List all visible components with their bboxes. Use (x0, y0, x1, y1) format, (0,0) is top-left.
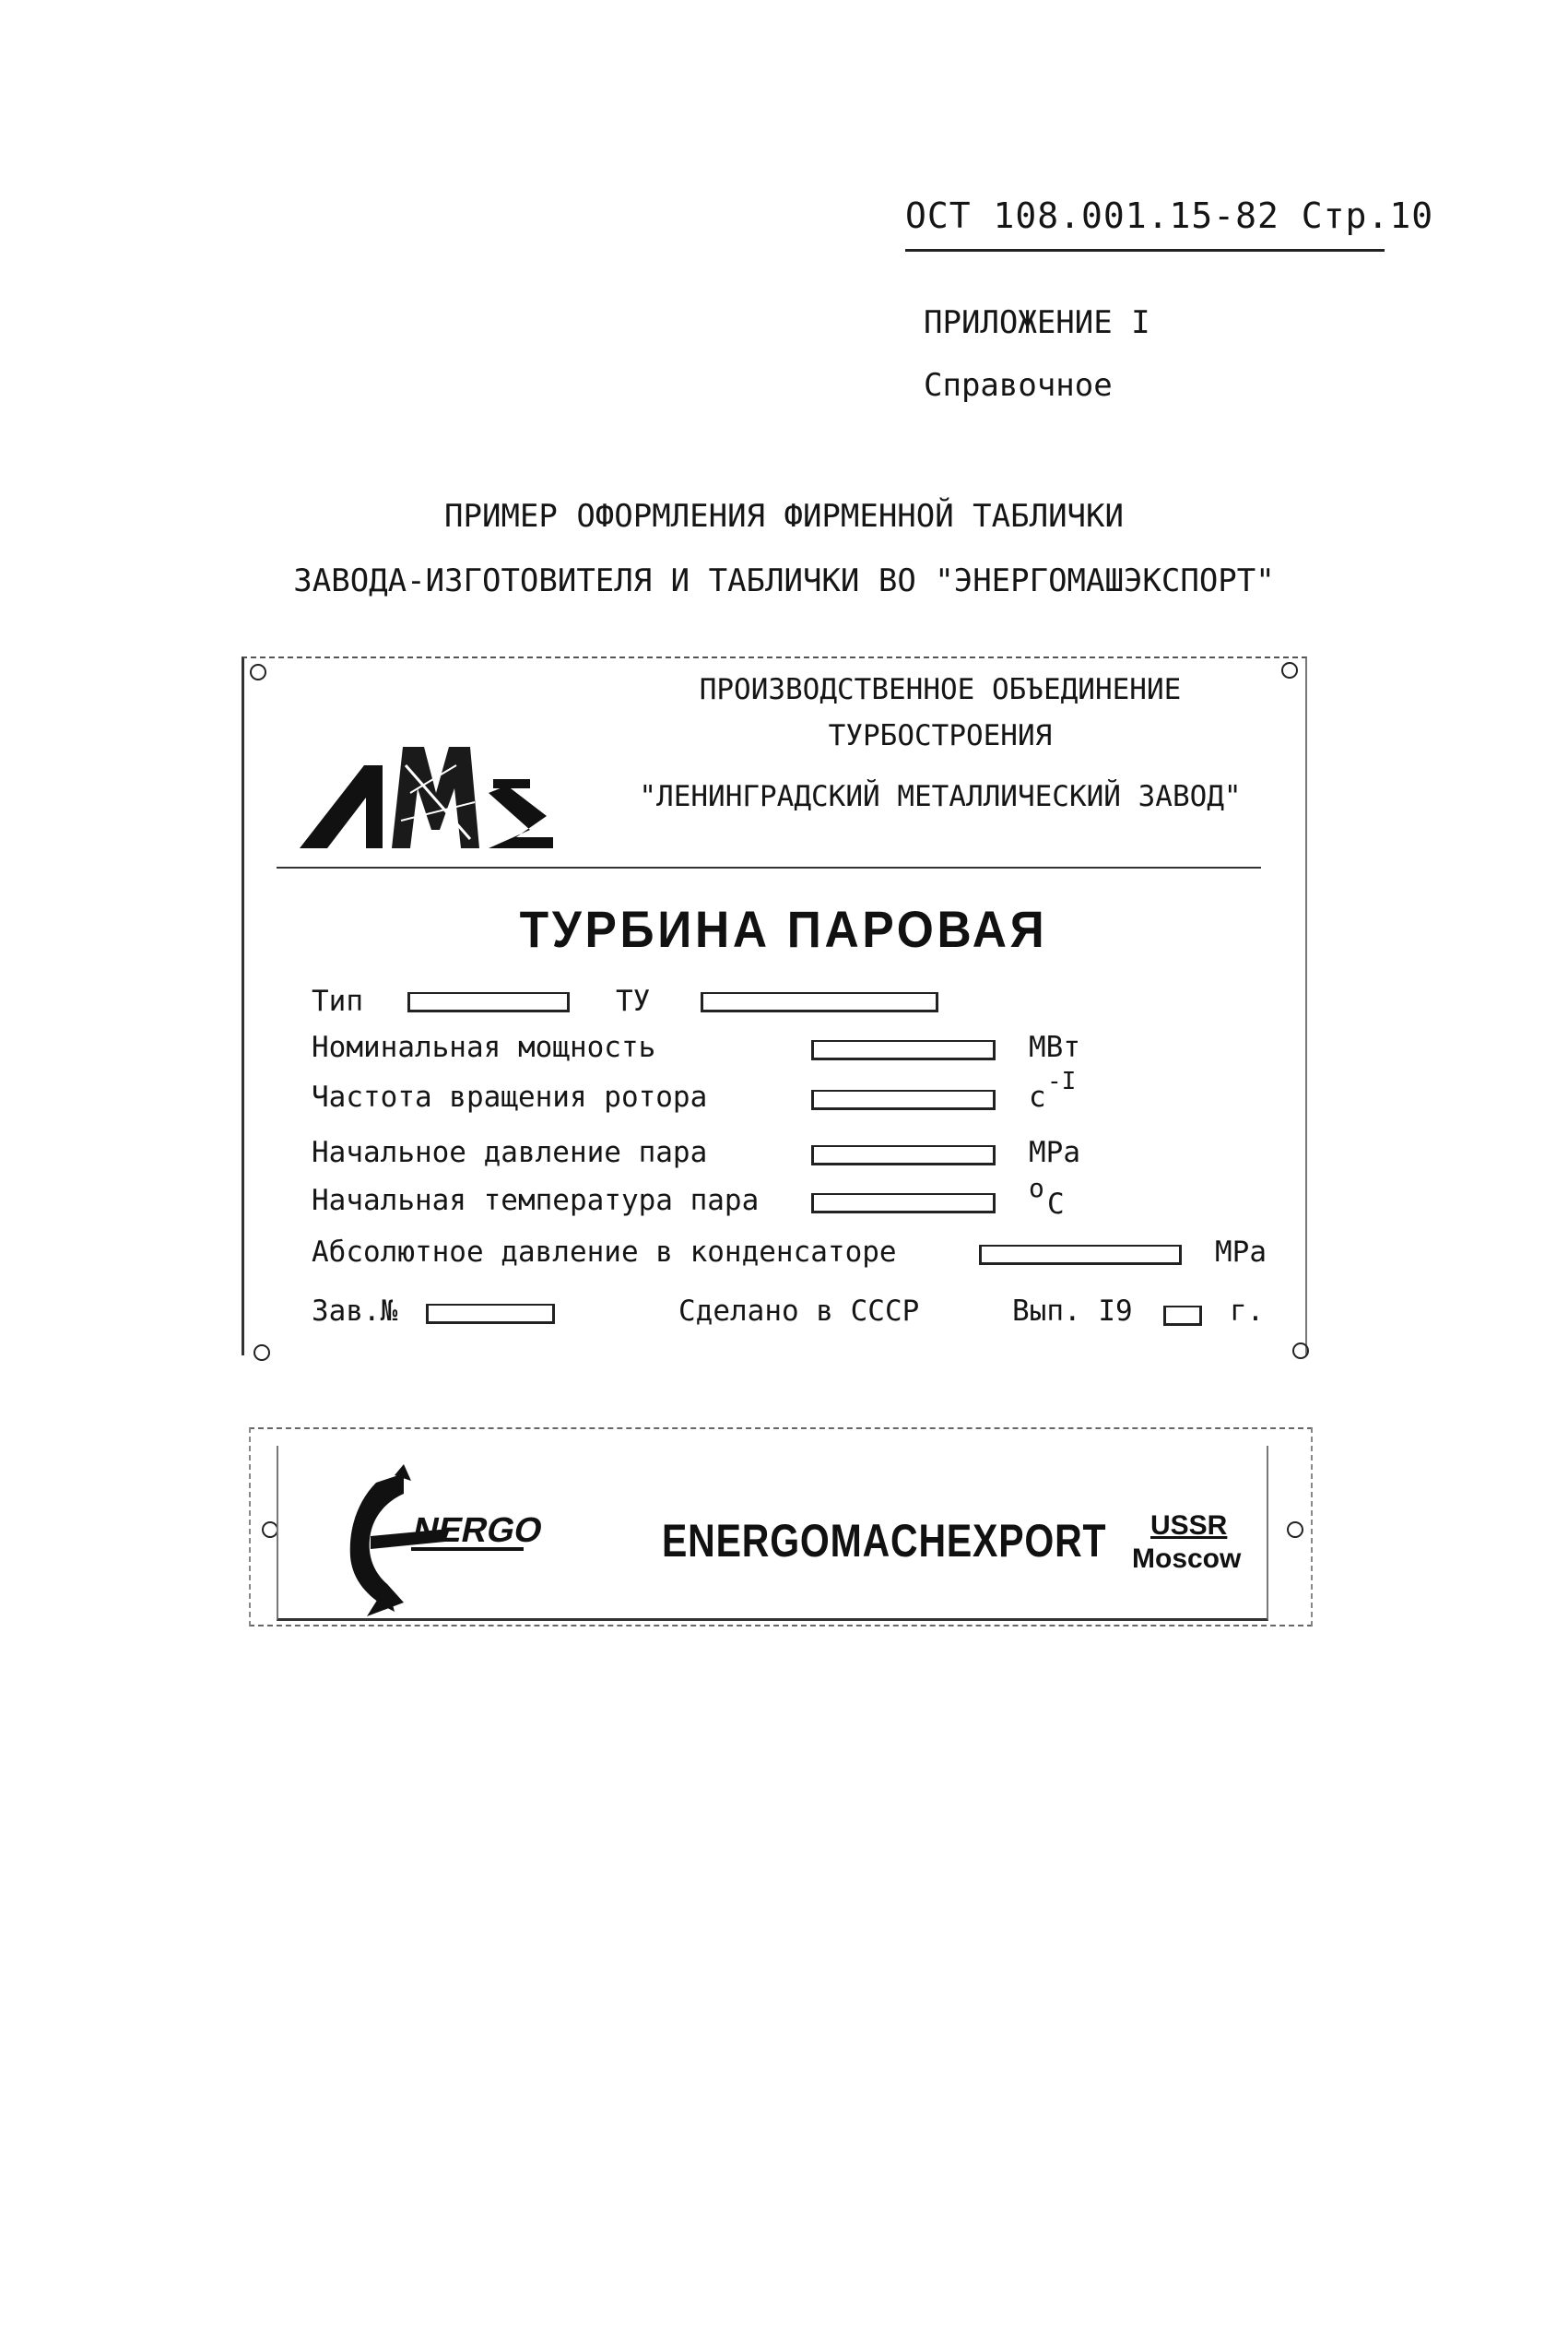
svg-text:NERGO: NERGO (409, 1510, 547, 1550)
mount-hole-bottom-left (253, 1344, 270, 1361)
org-line-3: "ЛЕНИНГРАДСКИЙ МЕТАЛЛИЧЕСКИЙ ЗАВОД" (639, 780, 1242, 813)
temperature-unit-degree: о (1029, 1173, 1044, 1203)
page-title-line2: ЗАВОДА-ИЗГОТОВИТЕЛЯ И ТАБЛИЧКИ ВО "ЭНЕРГОМАШЭКСПОРТ" (293, 562, 1275, 599)
appendix-label: ПРИЛОЖЕНИЕ I (924, 304, 1150, 341)
year-label: Вып. I9 (1012, 1295, 1133, 1328)
temperature-unit: С (1047, 1188, 1065, 1221)
reference-label: Справочное (924, 367, 1113, 404)
type-label: Тип (312, 985, 363, 1018)
condenser-pressure-unit: МРа (1215, 1236, 1267, 1269)
year-field (1163, 1306, 1202, 1326)
tu-field (701, 992, 938, 1012)
power-field (811, 1040, 996, 1060)
serial-field (426, 1304, 555, 1324)
power-unit: МВт (1029, 1031, 1080, 1064)
condenser-pressure-label: Абсолютное давление в конденсаторе (312, 1236, 897, 1269)
condenser-pressure-field (979, 1245, 1182, 1265)
plate-divider (277, 867, 1261, 869)
company-name: ENERGOMACHEXPORT (662, 1515, 1107, 1567)
plate-title: ТУРБИНА ПАРОВАЯ (519, 900, 1048, 958)
mount-hole-bottom-right (1292, 1342, 1309, 1359)
header-rule (905, 249, 1385, 252)
country-label: USSR (1150, 1510, 1228, 1541)
lmz-logo (300, 728, 558, 857)
made-in-label: Сделано в СССР (678, 1295, 920, 1328)
pressure-field (811, 1145, 996, 1165)
city-label: Moscow (1132, 1543, 1242, 1574)
speed-field (811, 1090, 996, 1110)
mount-hole-top-left (250, 664, 266, 680)
temperature-field (811, 1193, 996, 1213)
org-line-1: ПРОИЗВОДСТВЕННОЕ ОБЪЕДИНЕНИЕ (699, 673, 1182, 706)
energo-logo (339, 1464, 570, 1616)
mount-hole-right (1287, 1521, 1303, 1538)
tu-label: ТУ (616, 985, 651, 1018)
power-label: Номинальная мощность (312, 1031, 656, 1064)
type-field (407, 992, 570, 1012)
speed-unit-exponent: -I (1047, 1068, 1077, 1095)
speed-unit: с (1029, 1081, 1046, 1114)
serial-label: Зав.№ (312, 1295, 398, 1328)
pressure-unit: МРа (1029, 1136, 1080, 1169)
page-title-line1: ПРИМЕР ОФОРМЛЕНИЯ ФИРМЕННОЙ ТАБЛИЧКИ (444, 498, 1124, 535)
year-unit: г. (1230, 1295, 1265, 1328)
org-line-2: ТУРБОСТРОЕНИЯ (828, 719, 1053, 752)
speed-label: Частота вращения ротора (312, 1081, 708, 1114)
pressure-label: Начальное давление пара (312, 1136, 708, 1169)
temperature-label: Начальная температура пара (312, 1184, 760, 1217)
document-code: ОСТ 108.001.15-82 Стр.10 (905, 195, 1434, 236)
